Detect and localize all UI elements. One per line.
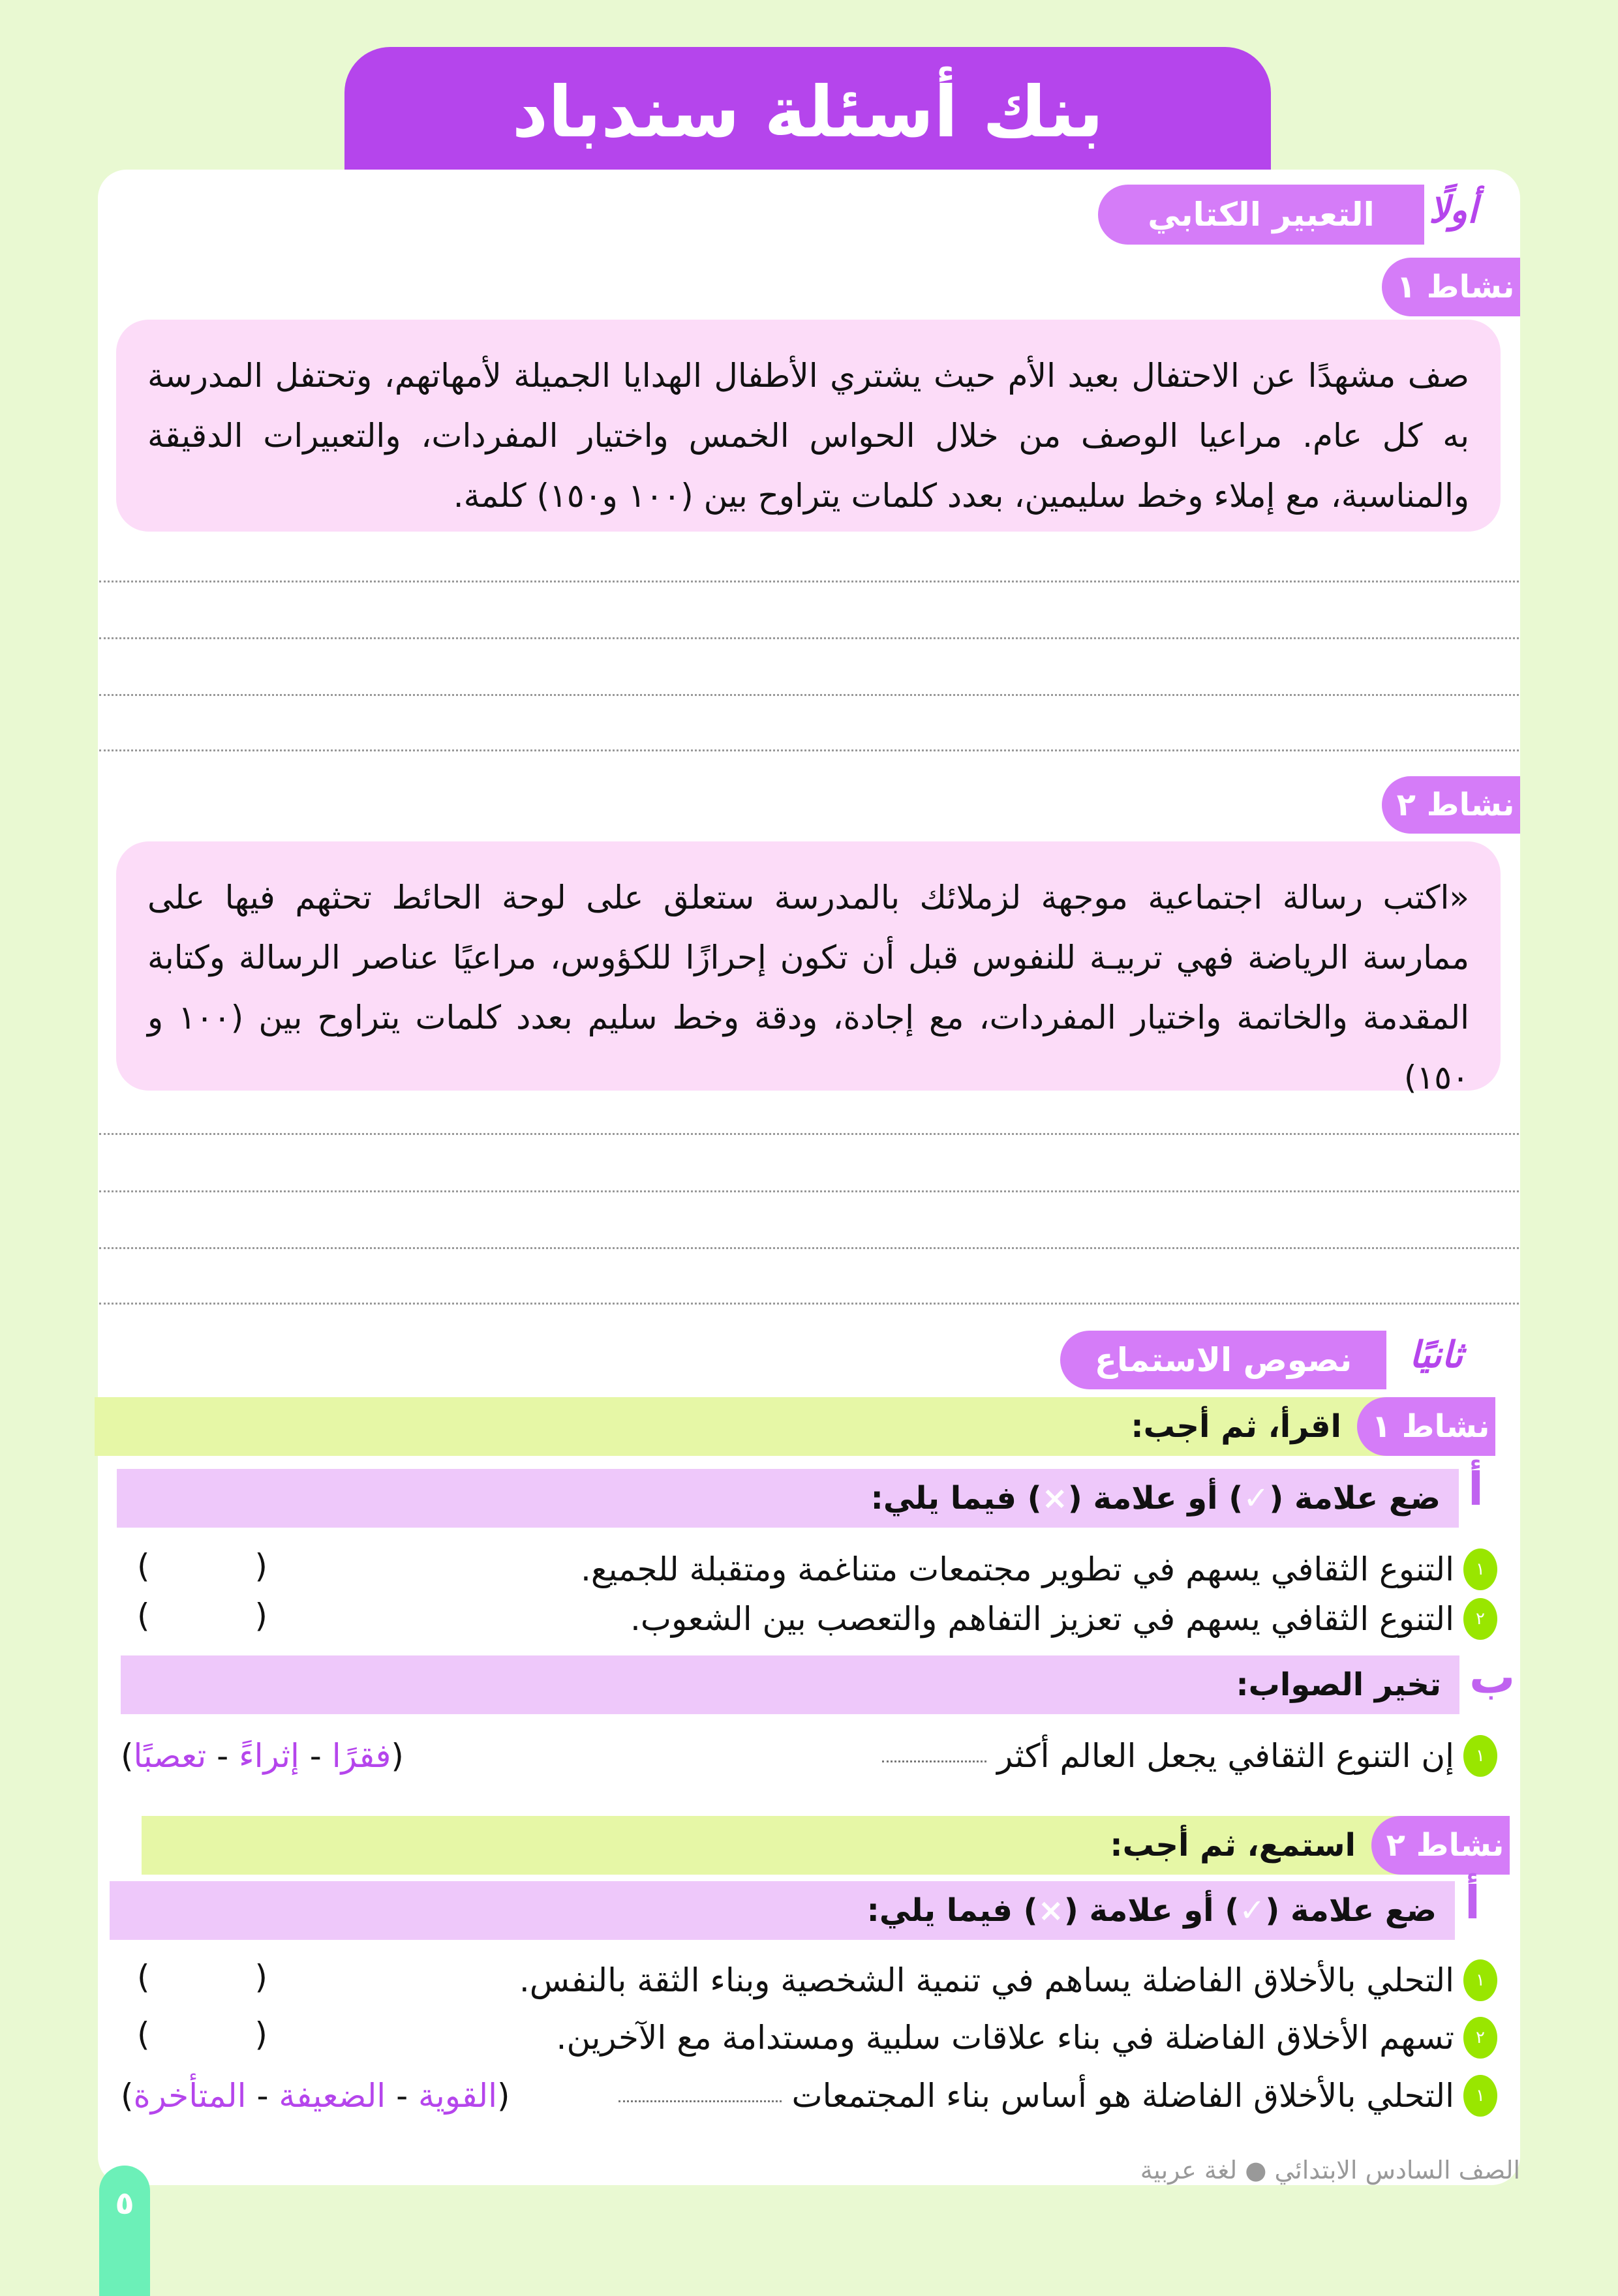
- activity1-bar: [95, 1397, 1495, 1456]
- answer-line[interactable]: [99, 1303, 1519, 1305]
- section-label-first: أولًا: [1429, 189, 1478, 232]
- item-text: التحلي بالأخلاق الفاضلة يساهم في تنمية الشخصية وبناء الثقة بالنفس.: [519, 1961, 1454, 1999]
- activity-instruction: استمع، ثم أجب:: [1110, 1827, 1356, 1864]
- check-mark-icon: ✓: [1243, 1480, 1270, 1517]
- check-mark-icon: ✓: [1239, 1892, 1266, 1929]
- list-item: [630, 1596, 1497, 1642]
- number-bullet: ٢: [1463, 1598, 1497, 1640]
- page-number: ٥: [99, 2166, 150, 2296]
- section-title-writing: التعبير الكتابي: [1098, 185, 1424, 245]
- instruction-text: تخير الصواب:: [1236, 1667, 1441, 1703]
- instruction-text: ) فيما يلي:: [866, 1892, 1038, 1929]
- activity-tag-1: نشاط ١: [1357, 1397, 1495, 1456]
- answer-box[interactable]: ( ): [137, 2016, 267, 2053]
- page-title: بنك أسئلة سندباد: [344, 47, 1271, 177]
- item-text: التنوع الثقافي يسهم في تعزيز التفاهم والتعصب بين الشعوب.: [630, 1600, 1454, 1638]
- option[interactable]: المتأخرة: [133, 2077, 247, 2115]
- part-b-instruction: [121, 1655, 1459, 1714]
- activity-tag-2: نشاط ٢: [1382, 776, 1520, 834]
- cross-mark-icon: ×: [1037, 1892, 1064, 1929]
- instruction-text: ضع علامة (: [1265, 1892, 1437, 1929]
- number-bullet: ١: [1463, 1735, 1497, 1777]
- activity-instruction: اقرأ، ثم أجب:: [1131, 1408, 1341, 1445]
- answer-line[interactable]: [99, 637, 1519, 639]
- part-letter-a: أ: [1465, 1876, 1480, 1929]
- answer-line[interactable]: [99, 1190, 1519, 1192]
- option[interactable]: تعصبًا: [133, 1737, 207, 1775]
- list-item: [557, 2015, 1497, 2061]
- answer-line[interactable]: [99, 694, 1519, 696]
- instruction-text: ) أو علامة (: [1067, 1480, 1244, 1517]
- instruction-text: ضع علامة (: [1269, 1480, 1441, 1517]
- answer-line[interactable]: [99, 749, 1519, 751]
- option[interactable]: القوية: [418, 2077, 498, 2115]
- answer-line[interactable]: [99, 581, 1519, 582]
- section-label-second: ثانيًا: [1409, 1334, 1463, 1376]
- options: ( القوية - الضعيفة - المتأخرة ): [121, 2077, 510, 2115]
- number-bullet: ١: [1463, 1548, 1497, 1590]
- item-text: تسهم الأخلاق الفاضلة في بناء علاقات سلبية ومستدامة مع الآخرين.: [556, 2019, 1454, 2057]
- list-item: [581, 1547, 1497, 1592]
- options: ( فقرًا - إثراءً - تعصبًا ): [121, 1737, 404, 1775]
- number-bullet: ١: [1463, 2075, 1497, 2117]
- part-a-instruction: [117, 1469, 1459, 1528]
- answer-line[interactable]: [99, 1133, 1519, 1135]
- answer-box[interactable]: ( ): [137, 1547, 267, 1585]
- answer-blank[interactable]: [882, 1749, 986, 1762]
- activity-tag-1: نشاط ١: [1382, 258, 1520, 316]
- answer-box[interactable]: ( ): [137, 1597, 267, 1635]
- instruction-text: ) فيما يلي:: [870, 1480, 1042, 1517]
- answer-line[interactable]: [99, 1247, 1519, 1249]
- activity-tag-2: نشاط ٢: [1371, 1816, 1510, 1875]
- section-title-listening: نصوص الاستماع: [1060, 1331, 1386, 1389]
- number-bullet: ٢: [1463, 2017, 1497, 2059]
- part-letter-a: أ: [1468, 1462, 1484, 1516]
- item-text: إن التنوع الثقافي يجعل العالم أكثر: [997, 1737, 1454, 1775]
- option[interactable]: فقرًا: [331, 1737, 391, 1775]
- activity2-prompt: «اكتب رسالة اجتماعية موجهة لزملائك بالمدرسة ستعلق على لوحة الحائط تحثهم فيها على ممارسة الرياضة فهي تربيـة للنفوس قبل أن تكون إحرازًا للكؤوس، مراعيًا عناصر الرسالة وكتابة المقدمة والخاتمة واختيار المفردات، مع إجادة، ودقة وخط سليم بعدد كلمات يتراوح بين (١٠٠ و ١٥٠): [116, 841, 1501, 1091]
- item-text: التحلي بالأخلاق الفاضلة هو أساس بناء المجتمعات: [791, 2077, 1454, 2115]
- part-a-instruction: [110, 1881, 1455, 1940]
- list-item: [608, 2073, 1497, 2119]
- activity2-bar: [142, 1816, 1510, 1875]
- answer-blank[interactable]: [618, 2089, 782, 2102]
- number-bullet: ١: [1463, 1959, 1497, 2001]
- instruction-text: ) أو علامة (: [1063, 1892, 1240, 1929]
- list-item: [519, 1957, 1497, 2003]
- activity1-prompt: صف مشهدًا عن الاحتفال بعيد الأم حيث يشتري الأطفال الهدايا الجميلة لأمهاتهم، وتحتفل المدرسة به كل عام. مراعيا الوصف من خلال الحواس الخمس واختيار المفردات، والتعبيرات الدقيقة والمناسبة، مع إملاء وخط سليمين، بعدد كلمات يتراوح بين (١٠٠ و١٥٠) كلمة.: [116, 320, 1501, 532]
- list-item: [872, 1733, 1497, 1779]
- option[interactable]: إثراءً: [239, 1737, 299, 1775]
- part-letter-b: ب: [1469, 1650, 1516, 1704]
- item-text: التنوع الثقافي يسهم في تطوير مجتمعات متناغمة ومتقبلة للجميع.: [581, 1550, 1454, 1588]
- option[interactable]: الضعيفة: [279, 2077, 386, 2115]
- cross-mark-icon: ×: [1041, 1480, 1068, 1517]
- answer-box[interactable]: ( ): [137, 1958, 267, 1996]
- footer-text: الصف السادس الابتدائي ● لغة عربية: [1140, 2156, 1520, 2184]
